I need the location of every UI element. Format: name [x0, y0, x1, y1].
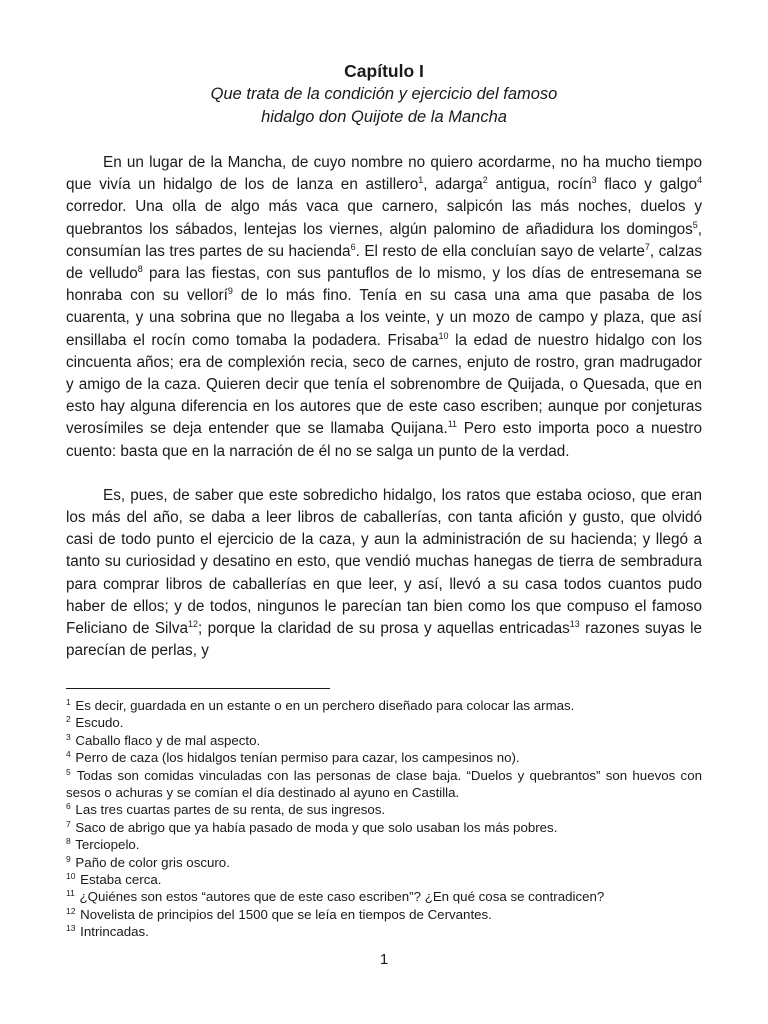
footnote-text: Caballo flaco y de mal aspecto.	[71, 732, 261, 748]
footnote-number: 10	[66, 871, 76, 882]
footnote	[66, 732, 702, 749]
footnote-ref: 9	[227, 286, 233, 297]
chapter-heading	[66, 60, 702, 129]
body-text-run: la edad de nuestro hidalgo con los cincuenta años; era de complexión recia, seco de carnes, enjuto de rostro, gran madrugador y amigo de la caza. Quieren decir que tenía el sobrenombre de Quijada, o Quesada, que en esto hay alguna diferencia en los autores que de este caso escriben; aunque por conjeturas verosímiles se deja entender que se llamaba Quijana.	[66, 331, 703, 438]
footnote-ref: 1	[418, 175, 424, 186]
footnote	[66, 854, 702, 871]
body-text-run: , consumían las tres partes de su hacienda	[66, 220, 702, 260]
footnote-number: 9	[66, 853, 71, 864]
footnote-ref: 12	[188, 619, 199, 630]
chapter-title: Capítulo I	[344, 61, 424, 81]
footnote-text: Paño de color gris oscuro.	[71, 854, 230, 870]
body-text-run: para las fiestas, con sus pantuflos de lo mismo, y los días de entresemana se honraba con su vellorí	[66, 265, 702, 305]
footnote-ref: 13	[569, 619, 580, 630]
footnote	[66, 819, 702, 836]
body-text-run: Pero esto importa poco a nuestro cuento: basta que en la narración de él no se salga un punto de la verdad.	[66, 420, 702, 460]
footnote-number: 7	[66, 818, 71, 829]
body-text-run: Es, pues, de saber que este sobredicho hidalgo, los ratos que estaba ocioso, que eran los más del año, se daba a leer libros de caballerías, con tanta afición y gusto, que olvidó casi de todo punto el ejercicio de la caza, y aun la administración de su hacienda; y llegó a tanto su curiosidad y desatino en esto, que vendió muchas hanegas de tierra de sembradura para comprar libros de caballerías en que leer, y así, llevó a su casa todos cuantos pudo haber de ellos; y de todos, ningunos le parecían tan bien como los que compuso el famoso Feliciano de Silva	[66, 486, 702, 638]
footnote-text: Perro de caza (los hidalgos tenían permiso para cazar, los campesinos no).	[71, 750, 520, 766]
footnote-text: ¿Quiénes son estos “autores que de este caso escriben”? ¿En qué cosa se contradicen?	[75, 889, 605, 905]
footnote-separator	[66, 688, 330, 689]
footnote-ref: 10	[438, 330, 449, 341]
body-paragraph	[66, 485, 702, 663]
footnote-text: Estaba cerca.	[76, 872, 162, 888]
chapter-subtitle-line-1: Que trata de la condición y ejercicio del famoso	[210, 85, 558, 103]
footnote	[66, 871, 702, 888]
chapter-subtitle-line-2: hidalgo don Quijote de la Mancha	[261, 108, 507, 126]
footnote	[66, 923, 702, 940]
footnote-number: 5	[66, 766, 71, 777]
page-content	[66, 60, 702, 662]
footnote-text: Novelista de principios del 1500 que se leía en tiempos de Cervantes.	[76, 906, 492, 922]
body-text-run: flaco y galgo	[596, 176, 697, 194]
footnote-number: 1	[66, 697, 71, 707]
body-text-run: corredor. Una olla de algo más vaca que carnero, salpicón las más noches, duelos y quebrantos los sábados, lentejas los viernes, algún palomino de añadidura los domingos	[66, 198, 702, 238]
footnote-text: Escudo.	[71, 715, 124, 731]
footnote	[66, 801, 702, 818]
footnote-number: 11	[66, 888, 75, 899]
footnote-ref: 2	[482, 175, 488, 186]
footnote-text: Las tres cuartas partes de su renta, de sus ingresos.	[71, 802, 386, 818]
footnote-ref: 3	[591, 175, 597, 186]
footnote-number: 13	[66, 923, 76, 934]
footnotes	[66, 697, 702, 941]
body-text-run: de lo más fino. Tenía en su casa una ama que pasaba de los cuarenta, y una sobrina que no llegaba a los veinte, y un mozo de campo y plaza, que así ensillaba el rocín como tomaba la podadera. Frisaba	[66, 287, 703, 349]
body-text-run: antigua, rocín	[487, 176, 592, 194]
footnote-text: Saco de abrigo que ya había pasado de moda y que solo usaban los más pobres.	[71, 819, 558, 835]
page-number: 1	[379, 951, 389, 968]
footnote	[66, 767, 702, 802]
footnote	[66, 697, 702, 714]
footnote-ref: 11	[447, 419, 458, 430]
body-text-run: En un lugar de la Mancha, de cuyo nombre no quiero acordarme, no ha mucho tiempo que vivía un hidalgo de los de lanza en astillero	[66, 154, 702, 194]
footnote-number: 4	[66, 749, 71, 760]
body-text-run: ; porque la claridad de su prosa y aquellas entricadas	[198, 620, 570, 638]
footnote-ref: 6	[350, 241, 356, 252]
footnote-text: Es decir, guardada en un estante o en un perchero diseñado para colocar las armas.	[71, 698, 575, 713]
body-text	[66, 152, 702, 662]
footnote-text: Intrincadas.	[76, 924, 149, 940]
footnote-text: Terciopelo.	[71, 837, 140, 853]
footnote-ref: 5	[692, 219, 698, 230]
footnote-number: 6	[66, 801, 71, 812]
footnote-ref: 8	[137, 264, 143, 275]
footnote	[66, 836, 702, 853]
footnote	[66, 714, 702, 731]
footnote-number: 2	[66, 714, 71, 725]
footnote	[66, 749, 702, 766]
body-text-run: . El resto de ella concluían sayo de velarte	[355, 242, 645, 260]
footnote-ref: 4	[696, 175, 702, 186]
body-text-run: razones suyas le parecían de perlas, y	[66, 620, 703, 660]
footnote-number: 3	[66, 731, 71, 742]
body-paragraph	[66, 152, 702, 463]
footnote	[66, 888, 702, 905]
footnote-ref: 7	[644, 241, 650, 252]
body-text-run: , adarga	[423, 176, 483, 194]
footnote-number: 8	[66, 836, 71, 847]
body-text-run: , calzas de velludo	[66, 242, 702, 283]
footnote	[66, 906, 702, 923]
footnote-text: Todas son comidas vinculadas con las personas de clase baja. “Duelos y quebrantos” son huevos con sesos o achuras y se comían el día destinado al ayuno en Castilla.	[66, 767, 702, 801]
footnote-number: 12	[66, 905, 76, 916]
